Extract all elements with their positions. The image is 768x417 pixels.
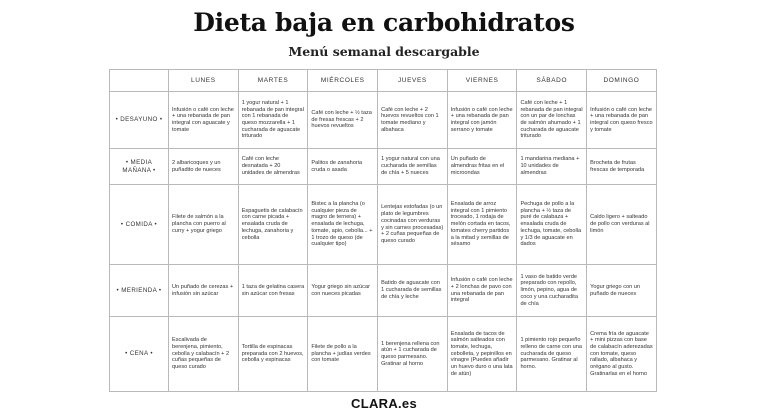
menu-cell: Infusión o café con leche + una rebanada de pan integral con aguacate y tomate (169, 92, 239, 149)
meal-label: • CENA • (110, 317, 169, 392)
day-header: JUEVES (378, 70, 448, 92)
menu-cell: Pechuga de pollo a la plancha + ½ taza de puré de calabaza + ensalada cruda de lechuga, tomate, cebolla y 1/3 de aguacate en dados (517, 185, 587, 265)
menu-cell: 1 yogur natural con una cucharada de semillas de chía + 5 nueces (378, 149, 448, 185)
menu-cell: Infusión o café con leche + una rebanada de pan integral con queso fresco y tomate (587, 92, 657, 149)
day-header: MIÉRCOLES (308, 70, 378, 92)
menu-cell: 1 mandarina mediana + 10 unidades de almendras (517, 149, 587, 185)
day-header: VIERNES (447, 70, 517, 92)
header-row (110, 70, 657, 92)
meal-label: • COMIDA • (110, 185, 169, 265)
meal-label: • DESAYUNO • (110, 92, 169, 149)
menu-cell: Crema fría de aguacate + mini pizzas con base de calabacín aderezadas con tomate, queso rallado, albahaca y orégano al gusto. Gratinarlas en el horno (587, 317, 657, 392)
menu-cell: Brocheta de frutas frescas de temporada (587, 149, 657, 185)
menu-cell: Batido de aguacate con 1 cucharada de semillas de chía y leche (378, 265, 448, 317)
table-row (110, 265, 657, 317)
menu-cell: Ensalada de tacos de salmón salteados con tomate, lechuga, cebolleta, y pepinillos en vinagre (Puedes añadir un huevo duro o una lata de atún) (447, 317, 517, 392)
menu-cell: Bistec a la plancha (o cualquier pieza de magro de ternera) + ensalada de lechuga, tomate, apio, cebolla... + 1 trozo de queso (de cualquier tipo) (308, 185, 378, 265)
day-header: MARTES (238, 70, 308, 92)
menu-cell: Filete de salmón a la plancha con puerro al curry + yogur griego (169, 185, 239, 265)
meal-label: • MERIENDA • (110, 265, 169, 317)
table-row (110, 317, 657, 392)
menu-cell: 1 berenjena rellena con atún + 1 cucharada de queso parmesano. Gratinar al horno (378, 317, 448, 392)
menu-cell: Infusión o café con leche + una rebanada de pan integral con jamón serrano y tomate (447, 92, 517, 149)
menu-cell: Un puñado de cerezas + infusión sin azúcar (169, 265, 239, 317)
menu-cell: Ensalada de arroz integral con 1 pimiento troceado, 1 rodaja de melón cortada en tacos, tomates cherry partidos a la mitad y semillas de sésamo (447, 185, 517, 265)
day-header: DOMINGO (587, 70, 657, 92)
page-title: Dieta baja en carbohidratos (193, 8, 575, 37)
menu-cell: 1 yogur natural + 1 rebanada de pan integral con 1 rebanada de queso mozzarella + 1 cucharada de aguacate triturado (238, 92, 308, 149)
meal-label: • MEDIA MAÑANA • (110, 149, 169, 185)
menu-cell: 2 albaricoques y un puñadito de nueces (169, 149, 239, 185)
menu-cell: Café con leche desnatada + 20 unidades de almendras (238, 149, 308, 185)
menu-cell: Café con leche + 1 rebanada de pan integral con un par de lonchas de salmón ahumado + 1 cucharada de aguacate triturado (517, 92, 587, 149)
menu-cell: 1 pimiento rojo pequeño relleno de carne con una cucharada de queso parmesano. Gratinar al horno. (517, 317, 587, 392)
menu-cell: 1 taza de gelatina casera sin azúcar con fresas (238, 265, 308, 317)
menu-cell: Filete de pollo a la plancha + judías verdes con tomate (308, 317, 378, 392)
corner-cell (110, 70, 169, 92)
menu-cell: Espaguetis de calabacín con carne picada + ensalada cruda de lechuga, zanahoria y cebolla (238, 185, 308, 265)
menu-cell: Tortilla de espinacas preparada con 2 huevos, cebolla y espinacas (238, 317, 308, 392)
page-subtitle: Menú semanal descargable (288, 44, 480, 59)
menu-cell: Café con leche + 2 huevos revueltos con 1 tomate mediano y albahaca (378, 92, 448, 149)
menu-cell: 1 vaso de batido verde preparado con repollo, limón, pepino, agua de coco y una cucharadita de chía (517, 265, 587, 317)
brand-logo: CLARA.es (351, 396, 417, 411)
menu-cell: Infusión o café con leche + 2 lonchas de pavo con una rebanada de pan integral (447, 265, 517, 317)
table-row (110, 185, 657, 265)
menu-cell: Yogur griego con un puñado de nueces (587, 265, 657, 317)
menu-cell: Caldo ligero + salteado de pollo con verduras al limón (587, 185, 657, 265)
menu-cell: Café con leche + ½ taza de fresas frescas + 2 huevos revueltos (308, 92, 378, 149)
menu-cell: Lentejas estofadas (o un plato de legumbres cocinadas con verduras y sin carnes procesadas) + 2 cuñas pequeñas de queso curado (378, 185, 448, 265)
menu-cell: Escalivada de berenjena, pimiento, cebolla y calabacín + 2 cuñas pequeñas de queso curado (169, 317, 239, 392)
weekly-menu-table (109, 69, 657, 392)
day-header: LUNES (169, 70, 239, 92)
table-row (110, 92, 657, 149)
menu-cell: Yogur griego sin azúcar con nueces picadas (308, 265, 378, 317)
day-header: SÁBADO (517, 70, 587, 92)
table-row (110, 149, 657, 185)
menu-cell: Palitos de zanahoria cruda o asada (308, 149, 378, 185)
menu-cell: Un puñado de almendras fritas en el microondas (447, 149, 517, 185)
